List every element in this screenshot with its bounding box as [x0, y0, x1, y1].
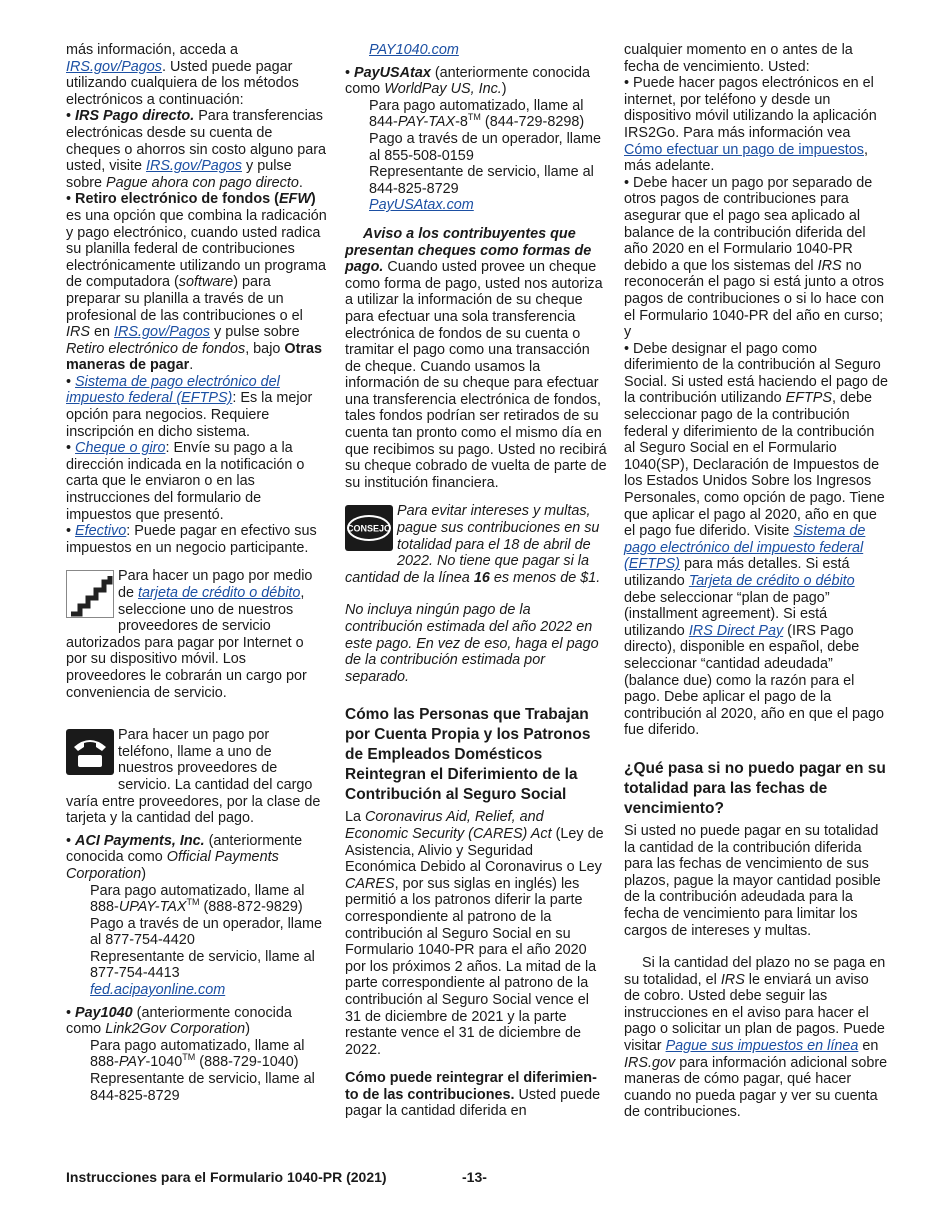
card-paragraph: Para hacer un pago por medio de tarjeta de crédito o débito, seleccione uno de nuestros proveedores de servicio autorizados para pagar por Internet o por su dispositivo móvil. Los proveedores le cobrarán un cargo por conveniencia de servicio. — [66, 568, 313, 701]
irs-pagos-link-3[interactable]: IRS.gov/Pagos — [114, 324, 211, 341]
card-link-2[interactable]: Tarjeta de crédito o débito — [688, 573, 855, 589]
cheque-item: • Cheque o giro: Envíe su pago a la dirección indicada en la notificación o carta que le enviaron o en las instrucciones del formulario de impuestos que presentó. — [66, 440, 305, 523]
cheque-link[interactable]: Cheque o giro — [75, 440, 166, 457]
aci-website-link[interactable]: fed.acipayonline.com — [90, 982, 226, 999]
payusatax-item: • PayUSAtax (anteriormente conocida como WorldPay US, Inc.) — [345, 64, 591, 98]
bullet-irs2go: • Puede hacer pagos electrónicos en el internet, por teléfono y desde un dispositivo móvil utilizando la aplicación IRS2Go. Para más información vea Cómo efectuar un pago de impuestos, más adelante. — [624, 75, 877, 175]
irs-direct-item: • IRS Pago directo. Para transferencias electrónicas desde su cuenta de cheques o ahorros sin costo alguno para usted, visite IRS.gov/Pagos y pulse sobre Pague ahora con pago directo. — [66, 108, 327, 191]
stairs-icon — [66, 570, 114, 623]
irs-pagos-link-2[interactable]: IRS.gov/Pagos — [146, 158, 242, 175]
collection-paragraph: Si la cantidad del plazo no se paga en su totalidad, el IRS le enviará un aviso de cobro. Usted debe seguir las instrucciones en el aviso para hacer el pago o solicitar un plan de pagos. Puede visitar Pague sus impuestos en línea en IRS.gov para información adicional sobre maneras de cómo pagar, qué hacer cuando no pueda pagar y ver su cuenta de contribuciones. — [624, 955, 888, 1121]
cannot-pay-heading: ¿Qué pasa si no puedo pagar en su totalidad para las fechas de vencimiento? — [624, 759, 886, 817]
cares-paragraph: La Coronavirus Aid, Relief, and Economic Security (CARES) Act (Ley de Asistencia, Alivio y Seguridad Económica Debido al Coronavirus o Ley CARES, por sus siglas en inglés) les permitió a los patronos diferir la parte correspondiente al patrono de la contribución al Seguro Social en su Formulario 1040-PR para el año 2020 por los próximos 2 años. La mitad de la parte correspondiente al patrono de la contribución al Seguro Social vence el 31 de diciembre de 2021 y la parte restante vence el 31 de diciembre de 2022. — [345, 809, 604, 1058]
bullet-designate: • Debe designar el pago como diferimiento de la contribución al Seguro Social. Si usted está haciendo el pago de la contribución utilizando EFTPS, debe seleccionar pago de la contribución federal y diferimiento de la contribución al Seguro Social en el Formulario 1040(SP), Declaración de Impuestos de los Estados Unidos Sobre los Ingresos Personales, como opción de pago. Tiene que aplicar el pago al 2020, año en que el pago fue diferido. Visite Sistema de pago electrónico del impuesto federal (EFTPS) para más detalles. Si está utilizando Tarjeta de crédito o débito debe seleccionar “plan de pago” (installment agreement). Si está utilizando IRS Direct Pay (IRS Pago directo), disponible en español, debe seleccionar “cantidad adeudada” (balance due) como la razón para el pago. Debe aplicar el pago de la contribución al 2020, año en que el pago fue diferido. — [624, 340, 889, 739]
efectivo-item: • Efectivo: Puede pagar en efectivo sus impuestos en un negocio participante. — [66, 523, 317, 556]
tip-paragraph-2: No incluya ningún pago de la contribución estimada del año 2022 en este pago. En vez de eso, haga el pago de la contribución estimada por separado. — [345, 602, 599, 685]
tip-paragraph: CONSEJO Para evitar intereses y multas, pague sus contribuciones en su totalidad para el 18 de abril de 2022. No tiene que pagar si la cantidad de la línea 16 es menos de $1. — [345, 503, 601, 586]
pay1040-website-link[interactable]: PAY1040.com — [369, 42, 459, 58]
efw-item: • Retiro electrónico de fondos (EFW) es una opción que combina la radicación y pago electrónico, cuando usted radica su planilla federal de contribuciones electrónicamente utilizando un programa de computadora (software) para preparar su planilla a través de un profesional de las contribuciones o el IRS en IRS.gov/Pagos y pulse sobre Retiro electrónico de fondos, bajo Otras maneras de pagar. — [66, 191, 327, 374]
reintegrate-paragraph: Cómo puede reintegrar el diferimien-to de las contribuciones. Usted puede pagar la cantidad diferida en — [345, 1070, 601, 1120]
column-2 — [345, 42, 607, 1120]
consejo-icon — [345, 505, 393, 556]
self-employed-heading: Cómo las Personas que Trabajan por Cuenta Propia y los Patronos de Empleados Domésticos Reintegran el Diferimiento de la Contribución al Seguro Social — [345, 706, 591, 804]
phone-paragraph: Para hacer un pago por teléfono, llame a uno de nuestros proveedores de servicio. La cantidad del cargo varía entre proveedores, por la clase de tarjeta y la cantidad del pago. — [66, 727, 321, 827]
card-link[interactable]: tarjeta de crédito o débito — [138, 585, 301, 601]
page-number: -13- — [462, 1169, 487, 1185]
aci-contact: Para pago automatizado, llame al 888-UPAY-TAX™ (888-872-9829) Pago a través de un operador, llame al 877-754-4420 Representante de servicio, llame al 877-754-4413 fed.acipayonline.com — [90, 882, 322, 999]
page-footer — [66, 1169, 888, 1186]
bullet-separate-payment: • Debe hacer un pago por separado de otros pagos de contribuciones para asegurar que el pago sea aplicado al balance de la contribución diferida del año 2020 en el Formulario 1040-PR debido a que los sistemas del IRS no reconocerán el pago si está junto a otros pagos de contribuciones o si lo hace con el Formulario 1040-PR del año en curso; y — [624, 174, 885, 341]
check-notice: Aviso a los contribuyentes que presentan cheques como formas de pago. Cuando usted provee un cheque como forma de pago, usted nos autoriza a utilizar la información de su cheque para efectuar una sola transferencia electrónica de fondos de su cuenta o tramitar el pago como una transacción de cheque. Cuando usamos la información de su cheque para efectuar una transferencia electrónica de fondos, tales fondos podrían ser retirados de su cuenta tan pronto como el mismo día en que recibimos su pago. Usted no recibirá su cheque cobrado de vuelta de parte de su institución financiera. — [345, 225, 607, 491]
pay1040-item: • Pay1040 (anteriormente conocida como Link2Gov Corporation) — [66, 1004, 292, 1038]
irs-direct-pay-link[interactable]: IRS Direct Pay — [688, 622, 784, 639]
continued-paragraph: cualquier momento en o antes de la fecha de vencimiento. Usted: — [624, 42, 853, 75]
cannot-pay-paragraph: Si usted no puede pagar en su totalidad la cantidad de la contribución diferida para las fechas de vencimiento de sus plazos, pague la mayor cantidad posible de la contribución adeudada para la fecha de vencimiento para limitar los cargos de intereses y multas. — [624, 822, 881, 939]
svg-text:CONSEJO: CONSEJO — [346, 523, 392, 534]
footer-title: Instrucciones para el Formulario 1040-PR (2021) — [66, 1169, 387, 1185]
eftps-item: • Sistema de pago electrónico del impuesto federal (EFTPS): Es la mejor opción para negocios. Requiere inscripción en dicho sistema. — [66, 373, 313, 440]
make-payment-link[interactable]: Cómo efectuar un pago de impuestos — [624, 141, 864, 158]
column-3 — [624, 42, 888, 1121]
pay1040-contact: Para pago automatizado, llame al 888-PAY-1040™ (888-729-1040) Representante de servicio, llame al 844-825-8729 — [90, 1037, 315, 1104]
efectivo-link[interactable]: Efectivo — [75, 523, 127, 540]
payusatax-website-link[interactable]: PayUSAtax.com — [369, 197, 474, 214]
payusatax-contact: Para pago automatizado, llame al 844-PAY-TAX-8™ (844-729-8298) Pago a través de un operador, llame al 855-508-0159 Representante de servicio, llame al 844-825-8729 PayUSAtax.com — [369, 97, 601, 214]
eftps-link[interactable]: Sistema de pago electrónico del impuesto federal (EFTPS) — [66, 373, 280, 407]
telephone-icon — [66, 729, 114, 780]
aci-item: • ACI Payments, Inc. (anteriormente conocida como Official Payments Corporation) — [66, 832, 303, 882]
irs-pagos-link[interactable]: IRS.gov/Pagos — [66, 58, 162, 75]
column-1 — [66, 42, 328, 1104]
intro-paragraph: más información, acceda a IRS.gov/Pagos. Usted puede pagar utilizando cualquiera de los métodos electrónicos a continuación: — [66, 42, 299, 108]
eftps-link-2[interactable]: Sistema de pago electrónico del impuesto federal (EFTPS) — [624, 523, 866, 573]
pay-online-link[interactable]: Pague sus impuestos en línea — [665, 1038, 859, 1055]
